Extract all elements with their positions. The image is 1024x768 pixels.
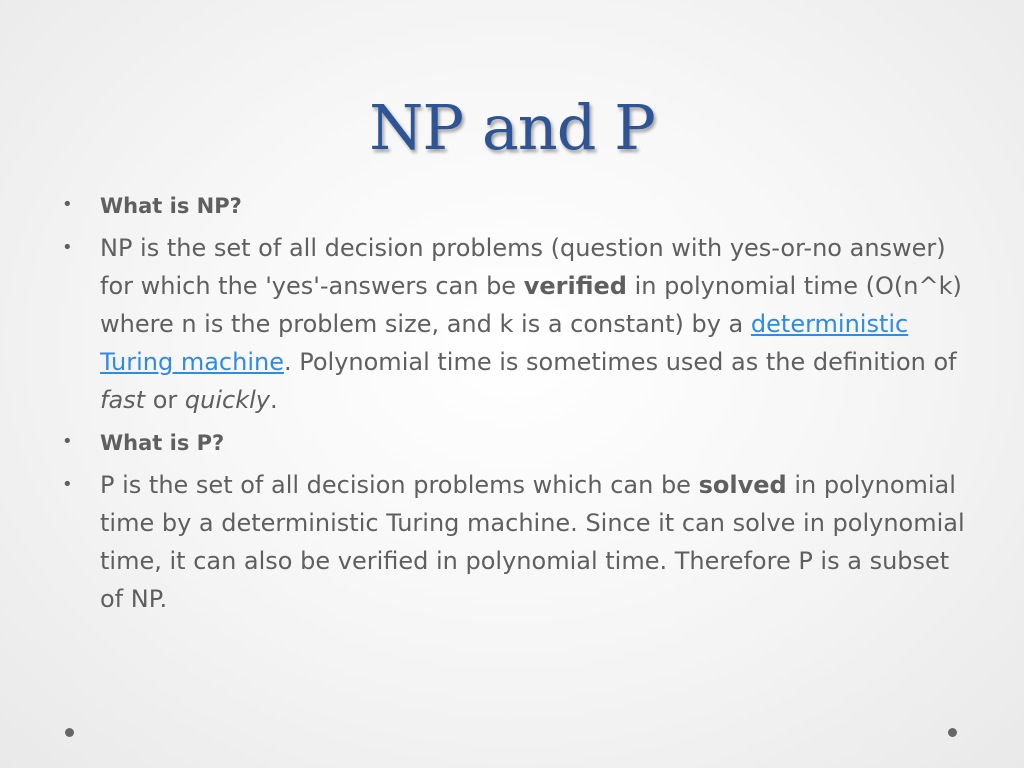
quickly-italic: quickly [184, 386, 270, 414]
list-item [62, 229, 967, 419]
list-item [62, 423, 967, 462]
np-definition-text: . [269, 386, 278, 414]
question-p: What is P? [100, 431, 225, 455]
bullet-list [62, 186, 967, 622]
np-definition-text: or [145, 386, 185, 414]
p-solved-bold: solved [698, 471, 787, 499]
list-item [62, 466, 967, 618]
p-definition-text: in polynomial time by a deterministic Turing machine. Since it can solve in polynomial time, it can also be verified in polynomial time. Therefore P is a subset of NP. [100, 471, 965, 613]
p-definition-text: P is the set of all decision problems which can be [100, 471, 699, 499]
slide-title: NP and P [369, 91, 655, 164]
np-verified-bold: verified [523, 272, 627, 300]
deterministic-turing-machine-link[interactable]: deterministic Turing machine [100, 310, 909, 376]
question-np: What is NP? [100, 194, 242, 218]
np-definition-text: in polynomial time (O(n^k) where n is the problem size, and k is a constant) by a [100, 272, 962, 338]
list-item [62, 186, 967, 225]
corner-dot-left [65, 728, 74, 737]
np-definition-text: . Polynomial time is sometimes used as the definition of [283, 348, 957, 376]
corner-dot-right [948, 728, 957, 737]
fast-italic: fast [100, 386, 146, 414]
bullet-icon: • [62, 237, 73, 258]
bullet-icon: • [62, 194, 73, 215]
bullet-icon: • [62, 431, 73, 452]
bullet-icon: • [62, 474, 73, 495]
np-definition-text: NP is the set of all decision problems (question with yes-or-no answer) for which the 'yes'-answers can be [100, 234, 946, 300]
